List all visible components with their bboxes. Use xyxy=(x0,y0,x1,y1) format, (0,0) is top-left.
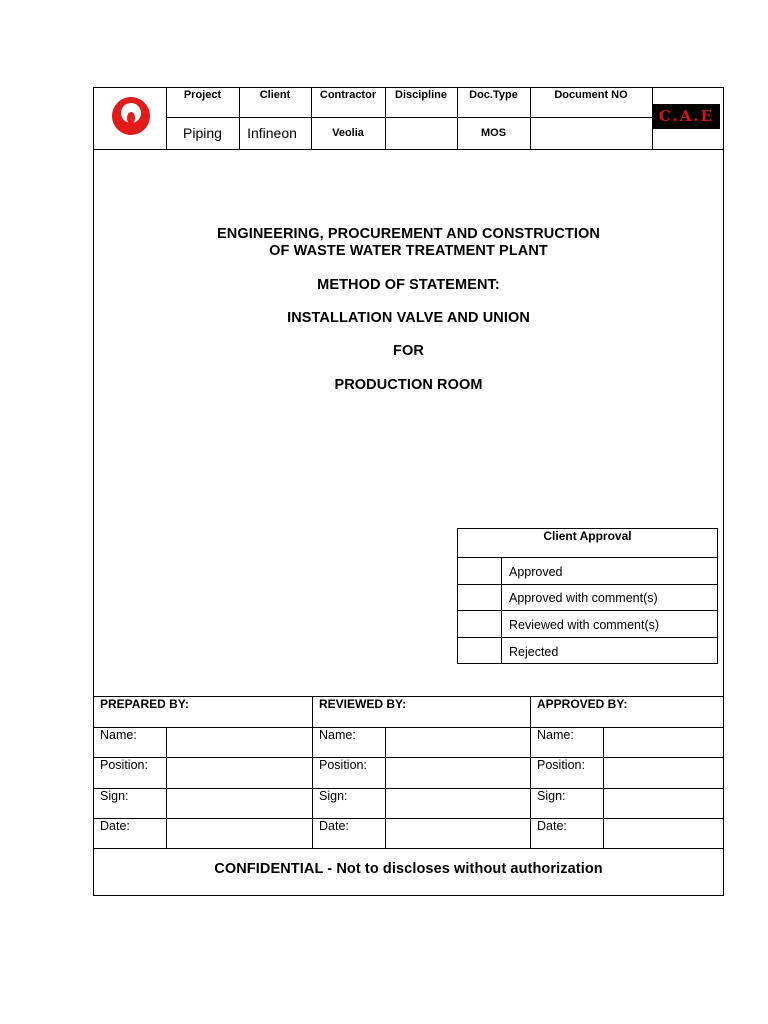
reviewed-name-field[interactable] xyxy=(386,728,530,757)
prepared-position-label: Position: xyxy=(100,758,148,772)
approval-option-reviewed-with-comments: Reviewed with comment(s) xyxy=(509,618,660,632)
title-line-1: ENGINEERING, PROCUREMENT AND CONSTRUCTION xyxy=(217,226,600,242)
reviewed-date-label: Date: xyxy=(319,819,349,833)
client-label: Client xyxy=(259,89,291,101)
approved-sign-field[interactable] xyxy=(604,789,723,818)
approved-position-label: Position: xyxy=(537,758,585,772)
reviewed-sign-label: Sign: xyxy=(319,789,348,803)
prepared-date-field[interactable] xyxy=(167,819,312,848)
rejected-checkbox[interactable] xyxy=(458,638,501,663)
company-logo-icon xyxy=(108,95,154,137)
doc-type-label: Doc.Type xyxy=(469,89,518,101)
approved-date-label: Date: xyxy=(537,819,567,833)
prepared-date-label: Date: xyxy=(100,819,130,833)
doc-type-value: MOS xyxy=(480,127,507,139)
confidential-notice: CONFIDENTIAL - Not to discloses without authorization xyxy=(214,861,603,877)
title-location: PRODUCTION ROOM xyxy=(334,377,483,393)
approved-date-field[interactable] xyxy=(604,819,723,848)
prepared-name-field[interactable] xyxy=(167,728,312,757)
approved-sign-label: Sign: xyxy=(537,789,566,803)
client-value: Infineon xyxy=(247,125,297,141)
cae-logo: C.A.E xyxy=(653,104,720,129)
title-for: FOR xyxy=(393,343,424,359)
reviewed-by-heading: REVIEWED BY: xyxy=(319,697,407,711)
contractor-label: Contractor xyxy=(319,89,377,101)
approved-position-field[interactable] xyxy=(604,758,723,788)
approved-by-heading: APPROVED BY: xyxy=(537,697,628,711)
contractor-value: Veolia xyxy=(332,127,364,139)
signature-block-bottom xyxy=(93,848,724,849)
approved-checkbox[interactable] xyxy=(458,558,501,584)
reviewed-date-field[interactable] xyxy=(386,819,530,848)
prepared-sign-label: Sign: xyxy=(100,789,129,803)
approval-option-approved-with-comments: Approved with comment(s) xyxy=(509,591,658,605)
discipline-label: Discipline xyxy=(395,89,447,101)
approved-name-label: Name: xyxy=(537,728,574,742)
reviewed-with-comments-checkbox[interactable] xyxy=(458,611,501,637)
client-approval-title: Client Approval xyxy=(543,529,632,543)
method-statement-heading: METHOD OF STATEMENT: xyxy=(317,277,500,293)
reviewed-sign-field[interactable] xyxy=(386,789,530,818)
prepared-name-label: Name: xyxy=(100,728,137,742)
prepared-position-field[interactable] xyxy=(167,758,312,788)
method-statement-subject: INSTALLATION VALVE AND UNION xyxy=(287,310,530,326)
reviewed-name-label: Name: xyxy=(319,728,356,742)
approved-name-field[interactable] xyxy=(604,728,723,757)
approved-with-comments-checkbox[interactable] xyxy=(458,585,501,610)
title-line-2: OF WASTE WATER TREATMENT PLANT xyxy=(269,243,548,259)
document-no-label: Document NO xyxy=(554,89,628,101)
prepared-by-heading: PREPARED BY: xyxy=(100,697,189,711)
reviewed-position-label: Position: xyxy=(319,758,367,772)
approval-option-rejected: Rejected xyxy=(509,645,559,659)
project-value: Piping xyxy=(183,125,222,141)
reviewed-position-field[interactable] xyxy=(386,758,530,788)
approval-option-approved: Approved xyxy=(509,565,563,579)
project-label: Project xyxy=(183,89,222,101)
prepared-sign-field[interactable] xyxy=(167,789,312,818)
header-bottom-border xyxy=(93,149,724,150)
